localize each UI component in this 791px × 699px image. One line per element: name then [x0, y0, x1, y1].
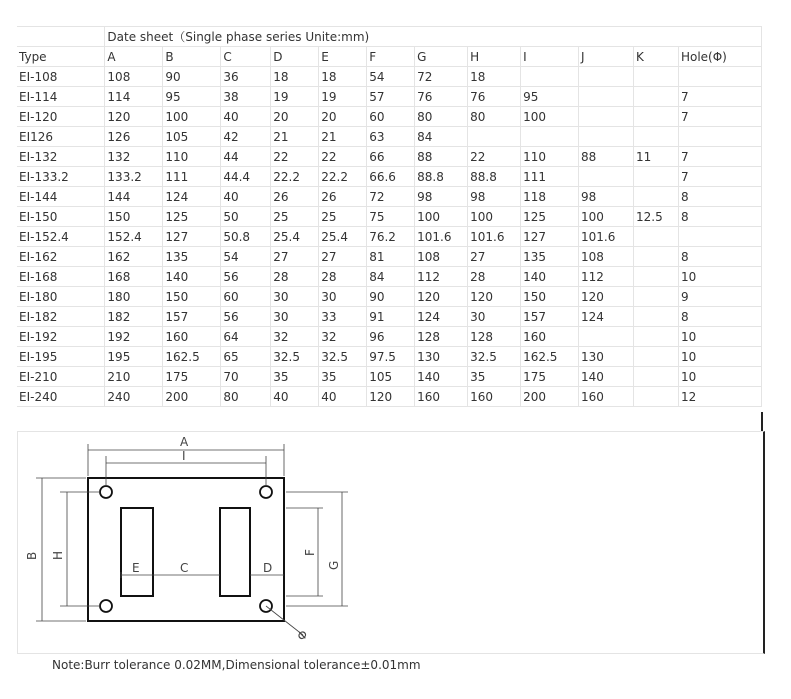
value-cell: 195 [105, 347, 163, 367]
table-row [17, 347, 762, 367]
value-cell: 120 [415, 287, 468, 307]
value-cell: 56 [221, 267, 271, 287]
value-cell: 112 [415, 267, 468, 287]
value-cell: 140 [579, 367, 634, 387]
type-cell: EI-192 [17, 327, 105, 347]
value-cell: 65 [221, 347, 271, 367]
value-cell: 22 [319, 147, 367, 167]
value-cell: 84 [415, 127, 468, 147]
column-header: J [579, 47, 634, 67]
value-cell: 114 [105, 87, 163, 107]
tolerance-note: Note:Burr tolerance 0.02MM,Dimensional tolerance±0.01mm [52, 658, 421, 672]
column-header: G [415, 47, 468, 67]
value-cell: 162 [105, 247, 163, 267]
value-cell: 32.5 [271, 347, 319, 367]
value-cell: 76 [415, 87, 468, 107]
value-cell: 57 [367, 87, 415, 107]
value-cell: 7 [678, 167, 761, 187]
value-cell: 108 [105, 67, 163, 87]
left-window [121, 508, 153, 596]
value-cell: 140 [521, 267, 579, 287]
value-cell: 10 [678, 267, 761, 287]
value-cell: 132 [105, 147, 163, 167]
type-cell: EI-133.2 [17, 167, 105, 187]
value-cell: 105 [163, 127, 221, 147]
value-cell: 98 [415, 187, 468, 207]
value-cell: 144 [105, 187, 163, 207]
value-cell: 32.5 [319, 347, 367, 367]
table-row [17, 67, 762, 87]
value-cell: 135 [163, 247, 221, 267]
value-cell: 25 [271, 207, 319, 227]
value-cell: 32 [271, 327, 319, 347]
label-e: E [132, 561, 140, 575]
value-cell: 66 [367, 147, 415, 167]
value-cell: 35 [468, 367, 521, 387]
value-cell: 20 [319, 107, 367, 127]
value-cell: 120 [468, 287, 521, 307]
value-cell: 27 [271, 247, 319, 267]
value-cell: 100 [579, 207, 634, 227]
table-row [17, 127, 762, 147]
value-cell: 124 [579, 307, 634, 327]
value-cell [579, 327, 634, 347]
column-header: A [105, 47, 163, 67]
type-cell: EI-182 [17, 307, 105, 327]
value-cell: 160 [415, 387, 468, 407]
value-cell: 128 [468, 327, 521, 347]
column-header: F [367, 47, 415, 67]
value-cell: 125 [521, 207, 579, 227]
value-cell: 54 [367, 67, 415, 87]
value-cell: 124 [415, 307, 468, 327]
value-cell [633, 367, 678, 387]
value-cell: 110 [163, 147, 221, 167]
value-cell: 80 [221, 387, 271, 407]
ei-core-drawing [18, 432, 763, 653]
value-cell: 33 [319, 307, 367, 327]
value-cell [678, 127, 761, 147]
lamination-outline [88, 478, 284, 621]
value-cell: 108 [579, 247, 634, 267]
table-row [17, 367, 762, 387]
type-cell: EI-240 [17, 387, 105, 407]
value-cell: 63 [367, 127, 415, 147]
value-cell: 32.5 [468, 347, 521, 367]
value-cell: 135 [521, 247, 579, 267]
value-cell [579, 67, 634, 87]
value-cell [633, 107, 678, 127]
value-cell: 127 [521, 227, 579, 247]
value-cell: 175 [163, 367, 221, 387]
value-cell [633, 307, 678, 327]
type-cell: EI-144 [17, 187, 105, 207]
value-cell: 40 [221, 187, 271, 207]
value-cell: 19 [319, 87, 367, 107]
value-cell: 32 [319, 327, 367, 347]
table-row [17, 327, 762, 347]
value-cell [633, 287, 678, 307]
dimension-table [17, 26, 762, 407]
value-cell: 98 [468, 187, 521, 207]
value-cell: 111 [163, 167, 221, 187]
value-cell: 180 [105, 287, 163, 307]
value-cell: 100 [415, 207, 468, 227]
value-cell: 160 [521, 327, 579, 347]
value-cell: 160 [579, 387, 634, 407]
value-cell: 111 [521, 167, 579, 187]
column-header: Hole(Φ) [678, 47, 761, 67]
value-cell: 7 [678, 87, 761, 107]
label-a: A [180, 435, 189, 449]
value-cell [633, 387, 678, 407]
column-header: D [271, 47, 319, 67]
value-cell: 44.4 [221, 167, 271, 187]
value-cell: 200 [521, 387, 579, 407]
value-cell: 30 [468, 307, 521, 327]
value-cell: 97.5 [367, 347, 415, 367]
value-cell: 162.5 [521, 347, 579, 367]
value-cell: 7 [678, 147, 761, 167]
value-cell: 35 [319, 367, 367, 387]
value-cell [633, 267, 678, 287]
table-row [17, 87, 762, 107]
label-phi: Φ [294, 627, 311, 644]
table-edge-line [761, 412, 763, 431]
value-cell: 157 [163, 307, 221, 327]
column-header: E [319, 47, 367, 67]
table-row [17, 147, 762, 167]
value-cell [579, 87, 634, 107]
mounting-hole [100, 600, 112, 612]
value-cell: 10 [678, 347, 761, 367]
value-cell: 40 [221, 107, 271, 127]
value-cell: 25.4 [271, 227, 319, 247]
value-cell: 120 [579, 287, 634, 307]
value-cell: 8 [678, 247, 761, 267]
value-cell: 95 [521, 87, 579, 107]
mounting-hole [100, 486, 112, 498]
value-cell: 21 [271, 127, 319, 147]
dimension-table-container [17, 26, 762, 407]
value-cell: 120 [367, 387, 415, 407]
value-cell [633, 327, 678, 347]
value-cell: 210 [105, 367, 163, 387]
value-cell: 7 [678, 107, 761, 127]
value-cell: 240 [105, 387, 163, 407]
value-cell: 160 [468, 387, 521, 407]
type-cell: EI-180 [17, 287, 105, 307]
value-cell: 42 [221, 127, 271, 147]
value-cell: 152.4 [105, 227, 163, 247]
value-cell: 19 [271, 87, 319, 107]
value-cell [521, 127, 579, 147]
value-cell: 64 [221, 327, 271, 347]
value-cell: 95 [163, 87, 221, 107]
value-cell: 50.8 [221, 227, 271, 247]
value-cell: 27 [319, 247, 367, 267]
value-cell: 66.6 [367, 167, 415, 187]
value-cell: 100 [163, 107, 221, 127]
value-cell: 90 [163, 67, 221, 87]
value-cell: 150 [521, 287, 579, 307]
value-cell: 25.4 [319, 227, 367, 247]
value-cell: 168 [105, 267, 163, 287]
value-cell: 88 [579, 147, 634, 167]
value-cell: 40 [319, 387, 367, 407]
value-cell: 22.2 [271, 167, 319, 187]
table-row [17, 247, 762, 267]
type-cell: EI-210 [17, 367, 105, 387]
value-cell: 30 [271, 307, 319, 327]
value-cell: 8 [678, 207, 761, 227]
value-cell [633, 247, 678, 267]
value-cell: 130 [415, 347, 468, 367]
column-header: C [221, 47, 271, 67]
value-cell: 70 [221, 367, 271, 387]
mounting-hole [260, 486, 272, 498]
value-cell: 88.8 [468, 167, 521, 187]
value-cell: 18 [468, 67, 521, 87]
value-cell: 80 [415, 107, 468, 127]
value-cell: 157 [521, 307, 579, 327]
value-cell: 21 [319, 127, 367, 147]
label-h: H [51, 550, 65, 560]
value-cell: 162.5 [163, 347, 221, 367]
value-cell: 27 [468, 247, 521, 267]
type-cell: EI-120 [17, 107, 105, 127]
value-cell: 10 [678, 327, 761, 347]
value-cell: 88 [415, 147, 468, 167]
value-cell: 182 [105, 307, 163, 327]
value-cell: 150 [163, 287, 221, 307]
value-cell: 100 [521, 107, 579, 127]
value-cell: 100 [468, 207, 521, 227]
type-cell: EI-168 [17, 267, 105, 287]
label-c: C [180, 561, 189, 575]
value-cell: 22 [468, 147, 521, 167]
value-cell: 91 [367, 307, 415, 327]
value-cell [521, 67, 579, 87]
value-cell: 124 [163, 187, 221, 207]
value-cell [468, 127, 521, 147]
value-cell: 28 [271, 267, 319, 287]
value-cell: 36 [221, 67, 271, 87]
type-cell: EI-195 [17, 347, 105, 367]
value-cell: 175 [521, 367, 579, 387]
label-i: I [182, 449, 186, 463]
table-row [17, 387, 762, 407]
value-cell [633, 347, 678, 367]
value-cell: 9 [678, 287, 761, 307]
value-cell: 40 [271, 387, 319, 407]
value-cell: 22 [271, 147, 319, 167]
value-cell: 101.6 [415, 227, 468, 247]
value-cell: 105 [367, 367, 415, 387]
value-cell: 200 [163, 387, 221, 407]
value-cell: 22.2 [319, 167, 367, 187]
value-cell: 11 [633, 147, 678, 167]
value-cell: 54 [221, 247, 271, 267]
table-caption: Date sheet（Single phase series Unite:mm) [105, 27, 762, 47]
value-cell: 35 [271, 367, 319, 387]
value-cell: 130 [579, 347, 634, 367]
type-cell: EI-162 [17, 247, 105, 267]
value-cell [579, 107, 634, 127]
column-header: I [521, 47, 579, 67]
value-cell: 98 [579, 187, 634, 207]
value-cell: 38 [221, 87, 271, 107]
value-cell: 26 [319, 187, 367, 207]
value-cell: 56 [221, 307, 271, 327]
value-cell: 140 [415, 367, 468, 387]
table-row [17, 287, 762, 307]
value-cell: 60 [221, 287, 271, 307]
value-cell: 101.6 [468, 227, 521, 247]
value-cell: 126 [105, 127, 163, 147]
value-cell: 60 [367, 107, 415, 127]
value-cell: 12.5 [633, 207, 678, 227]
value-cell: 84 [367, 267, 415, 287]
type-cell: EI-150 [17, 207, 105, 227]
value-cell: 72 [367, 187, 415, 207]
value-cell: 80 [468, 107, 521, 127]
value-cell: 18 [271, 67, 319, 87]
value-cell: 96 [367, 327, 415, 347]
value-cell: 90 [367, 287, 415, 307]
value-cell: 50 [221, 207, 271, 227]
value-cell: 26 [271, 187, 319, 207]
value-cell: 120 [105, 107, 163, 127]
table-row [17, 167, 762, 187]
table-row [17, 227, 762, 247]
value-cell: 110 [521, 147, 579, 167]
value-cell: 30 [319, 287, 367, 307]
value-cell: 12 [678, 387, 761, 407]
value-cell: 76.2 [367, 227, 415, 247]
column-header: B [163, 47, 221, 67]
value-cell [633, 127, 678, 147]
table-row [17, 187, 762, 207]
ei-core-drawing-panel [17, 431, 765, 654]
value-cell: 118 [521, 187, 579, 207]
value-cell [579, 167, 634, 187]
label-g: G [327, 560, 341, 570]
type-cell: EI-114 [17, 87, 105, 107]
value-cell [633, 67, 678, 87]
header-row [17, 47, 762, 67]
value-cell: 108 [415, 247, 468, 267]
value-cell: 30 [271, 287, 319, 307]
value-cell: 128 [415, 327, 468, 347]
table-row [17, 267, 762, 287]
value-cell: 76 [468, 87, 521, 107]
column-header: K [633, 47, 678, 67]
value-cell [633, 167, 678, 187]
type-cell: EI-152.4 [17, 227, 105, 247]
value-cell: 8 [678, 307, 761, 327]
value-cell: 20 [271, 107, 319, 127]
value-cell [633, 227, 678, 247]
label-d: D [263, 561, 273, 575]
value-cell [633, 87, 678, 107]
right-window [220, 508, 250, 596]
value-cell: 72 [415, 67, 468, 87]
value-cell: 88.8 [415, 167, 468, 187]
value-cell: 127 [163, 227, 221, 247]
column-header: H [468, 47, 521, 67]
value-cell: 150 [105, 207, 163, 227]
label-f: F [303, 549, 317, 556]
value-cell: 125 [163, 207, 221, 227]
value-cell: 75 [367, 207, 415, 227]
type-cell: EI126 [17, 127, 105, 147]
value-cell: 28 [468, 267, 521, 287]
table-row [17, 107, 762, 127]
value-cell: 44 [221, 147, 271, 167]
value-cell [678, 67, 761, 87]
value-cell: 81 [367, 247, 415, 267]
value-cell: 101.6 [579, 227, 634, 247]
label-b: B [25, 551, 39, 560]
table-row [17, 307, 762, 327]
column-header: Type [17, 47, 105, 67]
value-cell: 18 [319, 67, 367, 87]
value-cell: 8 [678, 187, 761, 207]
value-cell: 28 [319, 267, 367, 287]
value-cell: 25 [319, 207, 367, 227]
value-cell: 192 [105, 327, 163, 347]
table-row [17, 207, 762, 227]
value-cell: 133.2 [105, 167, 163, 187]
value-cell [579, 127, 634, 147]
value-cell: 140 [163, 267, 221, 287]
value-cell [633, 187, 678, 207]
type-cell: EI-108 [17, 67, 105, 87]
value-cell: 160 [163, 327, 221, 347]
value-cell: 112 [579, 267, 634, 287]
value-cell [678, 227, 761, 247]
caption-row [17, 27, 762, 47]
value-cell: 10 [678, 367, 761, 387]
type-cell: EI-132 [17, 147, 105, 167]
